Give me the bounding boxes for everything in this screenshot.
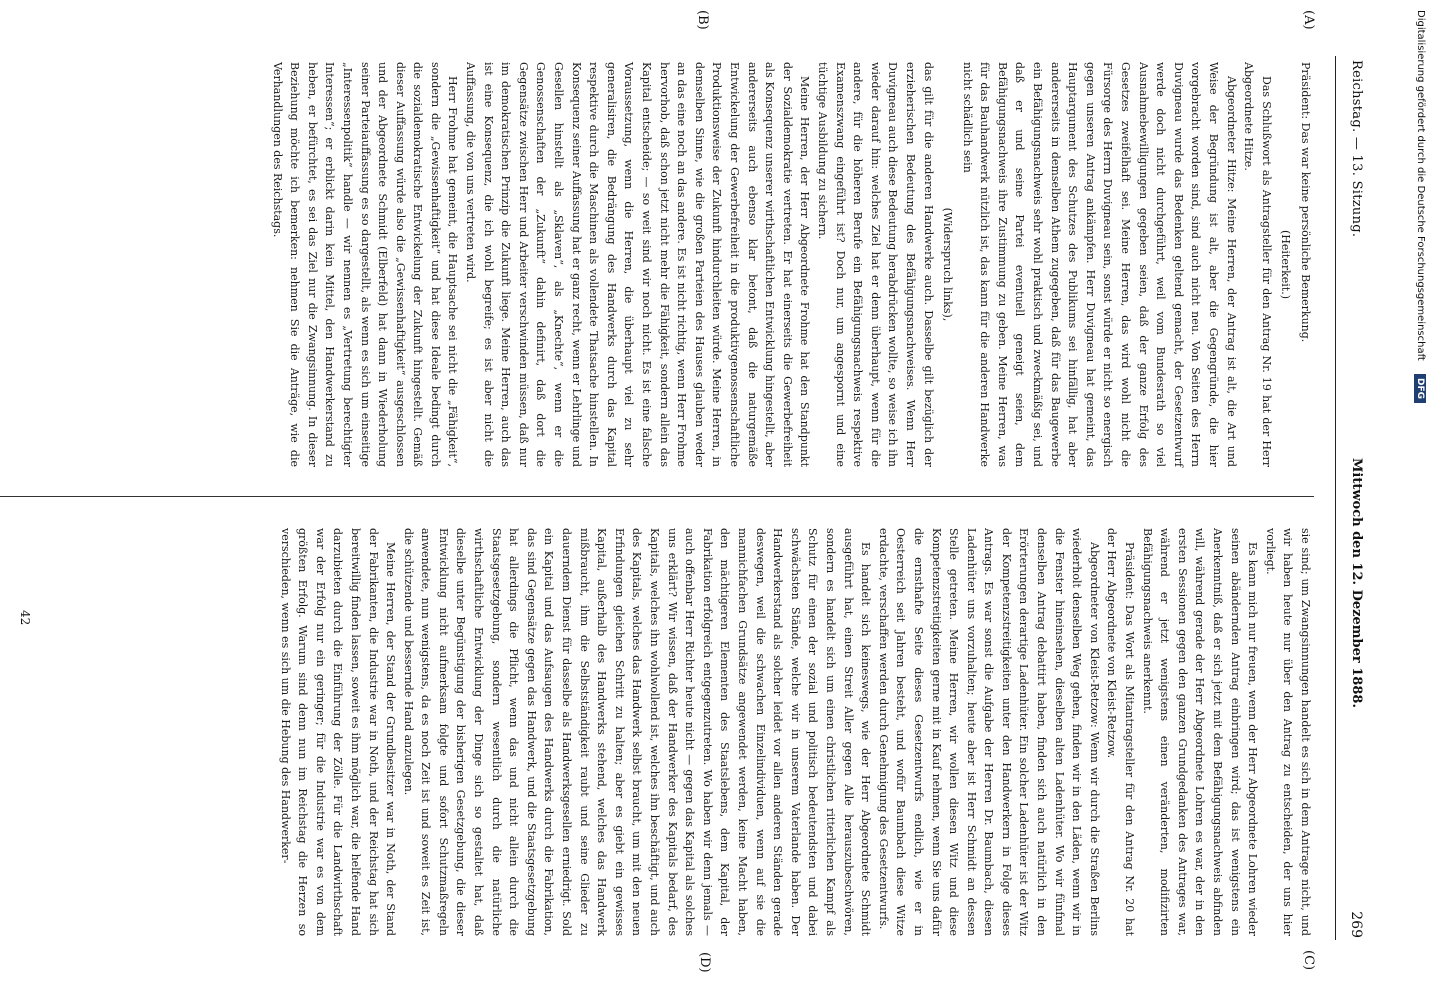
digitization-footer: [1406, 0, 1428, 1000]
paragraph: sie sind; um Zwangsinnungen handelt es sich in dem Antrage nicht, und wir haben heute nur über den Antrag zu entscheiden, der uns hier vorliegt.: [1263, 528, 1312, 936]
paragraph: Abgeordneter von Kleist-Retzow: Wenn wir durch die Straßen Berlins wiederholt denselben Weg gehen, finden wir in den Läden, wenn wir in die Fenster hineinsehen, dieselben alten Ladenhüter. Wo wir fünfmal denselben Antrag debattirt haben, finden sich auch natürlich in den Erörterungen derartige Ladenhüter. Ein solcher Ladenhüter ist der Witz der Kompetenzstreitigkeiten unter den Handwerkern in Folge dieses Antrags. Es war sonst die Aufgabe der Herren Dr. Baumbach, diesen Ladenhüter uns vorzuhalten; heute aber ist Herr Schmidt an dessen Stelle getreten. Meine Herren, wir wollen diesen Witz und diese Kompetenzstreitigkeiten gerne mit in Kauf nehmen, wenn Sie uns dafür die ernsthafte Seite dieses Gesetzentwurfs endlich, wie er in Oesterreich seit Jahren besteht, und wofür Baumbach diese Witze erdachte, verschaffen werden durch Genehmigung des Gesetzentwurfs.: [876, 528, 1101, 936]
dfg-logo: DFG: [1414, 374, 1426, 403]
paragraph: Meine Herren, der Stand der Grundbesitzer war in Noth, der Stand der Fabrikanten, die Industrie war in Noth, und der Reichstag hat sich bereitwillig finden lassen, soweit es ihm möglich war, die helfende Hand darzubieten durch die Einführung der Zölle. Für die Landwirthschaft war der Erfolg nur ein geringer; für die Industrie war es von dem größten Erfolg. Warum sind denn nun im Reichstag die Herzen so verschieden, wenn es sich um die Hebung des Handwerker-: [278, 528, 398, 936]
text-column-left: [268, 62, 1314, 467]
text-column-right: [276, 528, 1314, 936]
paragraph: Es handelt sich keineswegs, wie der Herr Abgeordnete Schmidt ausgeführt hat, einen Streit Aller gegen Alle herauszubeschwören, sondern es handelt sich um einen christlichen ritterlichen Kampf als Schutz für einen der sozial und politisch bedeutendsten und dabei schwächsten Stände, welche wir in unserem Vaterlande haben. Der Handwerkerstand als solcher leidet vor allen anderen Ständen gerade deswegen, weil die schwachen Einzelindividuen, wenn auf sie die mannichfachen Grundsätze angewendet werden, keine Macht haben, den mächtigeren Elementen des Staatslebens, dem Kapital, der Fabrikation erfolgreich entgegenzutreten. Wo haben wir denn jemals — auch offenbar Herr Richter heute nicht — gegen das Kapital als solches uns erklärt? Wir wissen, daß der Handwerker des Kapitals bedarf, des Kapitals, welches ihn wohlwollend ist, welches ihn beschäftigt, und auch des Kapitals, welches das Handwerk selbst braucht, um mit den neuen Erfindungen gleichen Schritt zu halten; aber es giebt ein gewisses Kapital, außerhalb des Handwerks stehend, welches das Handwerk mißbraucht, ihm die Selbstständigkeit raubt und seine Glieder zu dauerndem Dienst für dasselbe als Handwerksgesellen erniedrigt. Sold ein Kapital und das Aufsaugen des Handwerks durch die Fabrikation, das sind Gegensätze gegen das Handwerk, und die Staatsgesetzgebung hat allerdings die Pflicht, wenn das und nicht allein durch die Staatsgesetzgebung, sondern wesentlich durch die natürliche wirthschaftliche Entwicklung der Dinge sich so gestaltet hat, daß dieselbe unter Begünstigung der bisherigen Gesetzgebung, die dieser Entwicklung nicht aufmerksam folgte und sofort Schutzmaßregeln anwendete, nun wenigstens, da es noch Zeit ist und soweit es Zeit ist, die schützende und bessernde Hand anzulegen.: [401, 528, 873, 936]
margin-mark-b: (B): [695, 10, 710, 30]
signature-mark: 42: [18, 610, 32, 626]
paragraph: Präsident: Das war keine persönliche Bemerkung.: [1299, 62, 1312, 343]
page-number: 269: [1348, 911, 1364, 938]
paragraph: (Widerspruch links),: [941, 207, 955, 322]
running-header-left: Reichstag. — 13. Sitzung.: [1349, 60, 1364, 238]
margin-mark-d: (D): [697, 952, 712, 973]
footer-text: Digitalisierung gefördert durch die Deutsche Forschungsgemeinschaft: [1415, 10, 1426, 361]
paragraph: das gilt für die anderen Handwerke auch. Dasselbe gilt bezüglich der erzieherischen Bedeutung des Befähigungsnachweises. Wenn Herr Duvigneau auch diese Bedeutung herabdrücken wollte, so weise ich ihn wieder darauf hin: welches Ziel hat er denn überhaupt, wenn für die andere, für die höheren Berufe ein Befähigungsnachweis respektive Examenszwang eingeführt ist? Doch nur, um angespornt und eine tüchtige Ausbildung zu sichern.: [815, 62, 935, 467]
paragraph: Es kann mich nur freuen, wenn der Herr Abgeordnete Lohren wieder seinen abändernden Antrag einbringen wird; das ist wenigstens ein Anerkenntniß, daß er sich jetzt mit dem Befähigungsnachweis abfinden will, während gerade der Herr Abgeordnete Lohren es war, der in den ersten Sessionen gegen den ganzen Grundgedanken des Antrages war, während er jetzt wenigstens einen veränderten, modifizirten Befähigungsnachweis anerkennt.: [1140, 528, 1260, 936]
paragraph: Abgeordneter Hitze: Meine Herren, der Antrag ist alt, die Art und Weise der Begründung ist alt, aber die Gegengründe, die hier vorgebracht worden sind, sind auch nicht neu. Von Seiten des Herrn Duvigneau wurde das Bedenken geltend gemacht, der Gesetzentwurf werde doch nicht durchgeführt, weil vom Bundesrath so viel Ausnahmebewilligungen gegeben seien, daß der ganze Erfolg des Gesetzes zweifelhaft sei. Meine Herren, das wird wohl nicht die Fürsorge des Herrn Duvigneau sein, sonst würde er nicht so energisch gegen unseren Antrag ankämpfen. Herr Duvigneau hat gemeint, das Hauptargument des Schutzes des Publikums sei hinfällig, hat aber andererseits in demselben Athem zugegeben, daß für das Baugewerbe ein Befähigungsnachweis sehr wohl praktisch und zweckmäßig sei, und daß er und seine Partei eventuell geneigt seien, dem Befähigungsnachweis ihre Zustimmung zu geben. Meine Herren, was für das Bauhandwerk nützlich ist, das kann für die anderen Handwerke nicht schädlich sein: [960, 62, 1238, 467]
margin-mark-a: (A): [1301, 10, 1316, 30]
paragraph: Herr Frohme hat gemeint, die Hauptsache sei nicht die „Fähigkeit“, sondern die „Gewissenhaftigkeit“ und hat diese Ideale bedingt durch die sozialdemokratische Entwickelung der Zukunft hingestellt. Gemäß dieser Auffassung würde also die „Gewissenhaftigkeit“ ausgeschlossen und der Abgeordnete Schmidt (Elberfeld) hat dann in Wiederholung seiner Parteiauffassung es so dargestellt, als wenn es sich um einseitige „Interessenpolitik“ handle — wir nennen es „Vertretung berechtigter Interessen“; er erblickt darin kein Mittel, den Handwerkerstand zu heben, er befürchtet, es sei das Ziel nur die Zwangsinnung. In dieser Beziehung möchte ich bemerken: nehmen Sie die Anträge, wie die Verhandlungen des Reichstags.: [270, 62, 460, 467]
paragraph: (Heiterkeit.): [1279, 229, 1293, 299]
paragraph: Meine Herren, der Herr Abgeordnete Frohme hat den Standpunkt der Sozialdemokratie vertreten. Er hat einerseits die Gewerbefreiheit als Konsequenz unserer wirthschaftlichen Entwicklung hingestellt, aber andererseits auch ebenso klar betont, daß die naturgemäße Entwickelung der Gewerbefreiheit in die produktivgenossenschaftliche Produktionsweise der Zukunft hindurchleiten würde. Meine Herren, in demselben Sinne, wie die großen Parteien des Hauses glauben weder an das eine noch an das andere. Es ist nicht richtig, wenn Herr Frohme hervorhob, daß schon jetzt nicht mehr die Fähigkeit, sondern allein das Kapital entscheide; — so weit sind wir noch nicht. Es ist eine falsche Voraussetzung, wenn die Herren, die überhaupt viel zu sehr generalisiren, die Bedrängung des Handwerks durch das Kapital respektive durch die Maschinen als vollendete Thatsache hinstellen. In Konsequenz seiner Auffassung hat er ganz recht, wenn er Lehrlinge und Gesellen hinstellt als „Sklaven“, als „Knechte“, wenn er die Genossenschaften der „Zukunft“ dahin definirt, daß dort die Gegensätze zwischen Herr und Arbeiter verschwinden müssen, daß nur im demokratischen Prinzip die Zukunft liege. Meine Herren, auch das ist eine Konsequenz, die ich wohl begreife; es ist aber nicht die Auffassung, die von uns vertreten wird.: [464, 62, 812, 467]
header-rule: [1335, 56, 1336, 940]
column-divider: [0, 496, 1314, 497]
paragraph: Präsident: Das Wort als Mitantragsteller für den Antrag Nr. 20 hat der Herr Abgeordnete von Kleist-Retzow.: [1105, 528, 1137, 936]
running-header-date: Mittwoch den 12. Dezember 1888.: [1349, 458, 1364, 708]
paragraph: Das Schlußwort als Antragsteller für den Antrag Nr. 19 hat der Herr Abgeordnete Hitze.: [1242, 62, 1273, 467]
margin-mark-c: (C): [1301, 950, 1316, 971]
